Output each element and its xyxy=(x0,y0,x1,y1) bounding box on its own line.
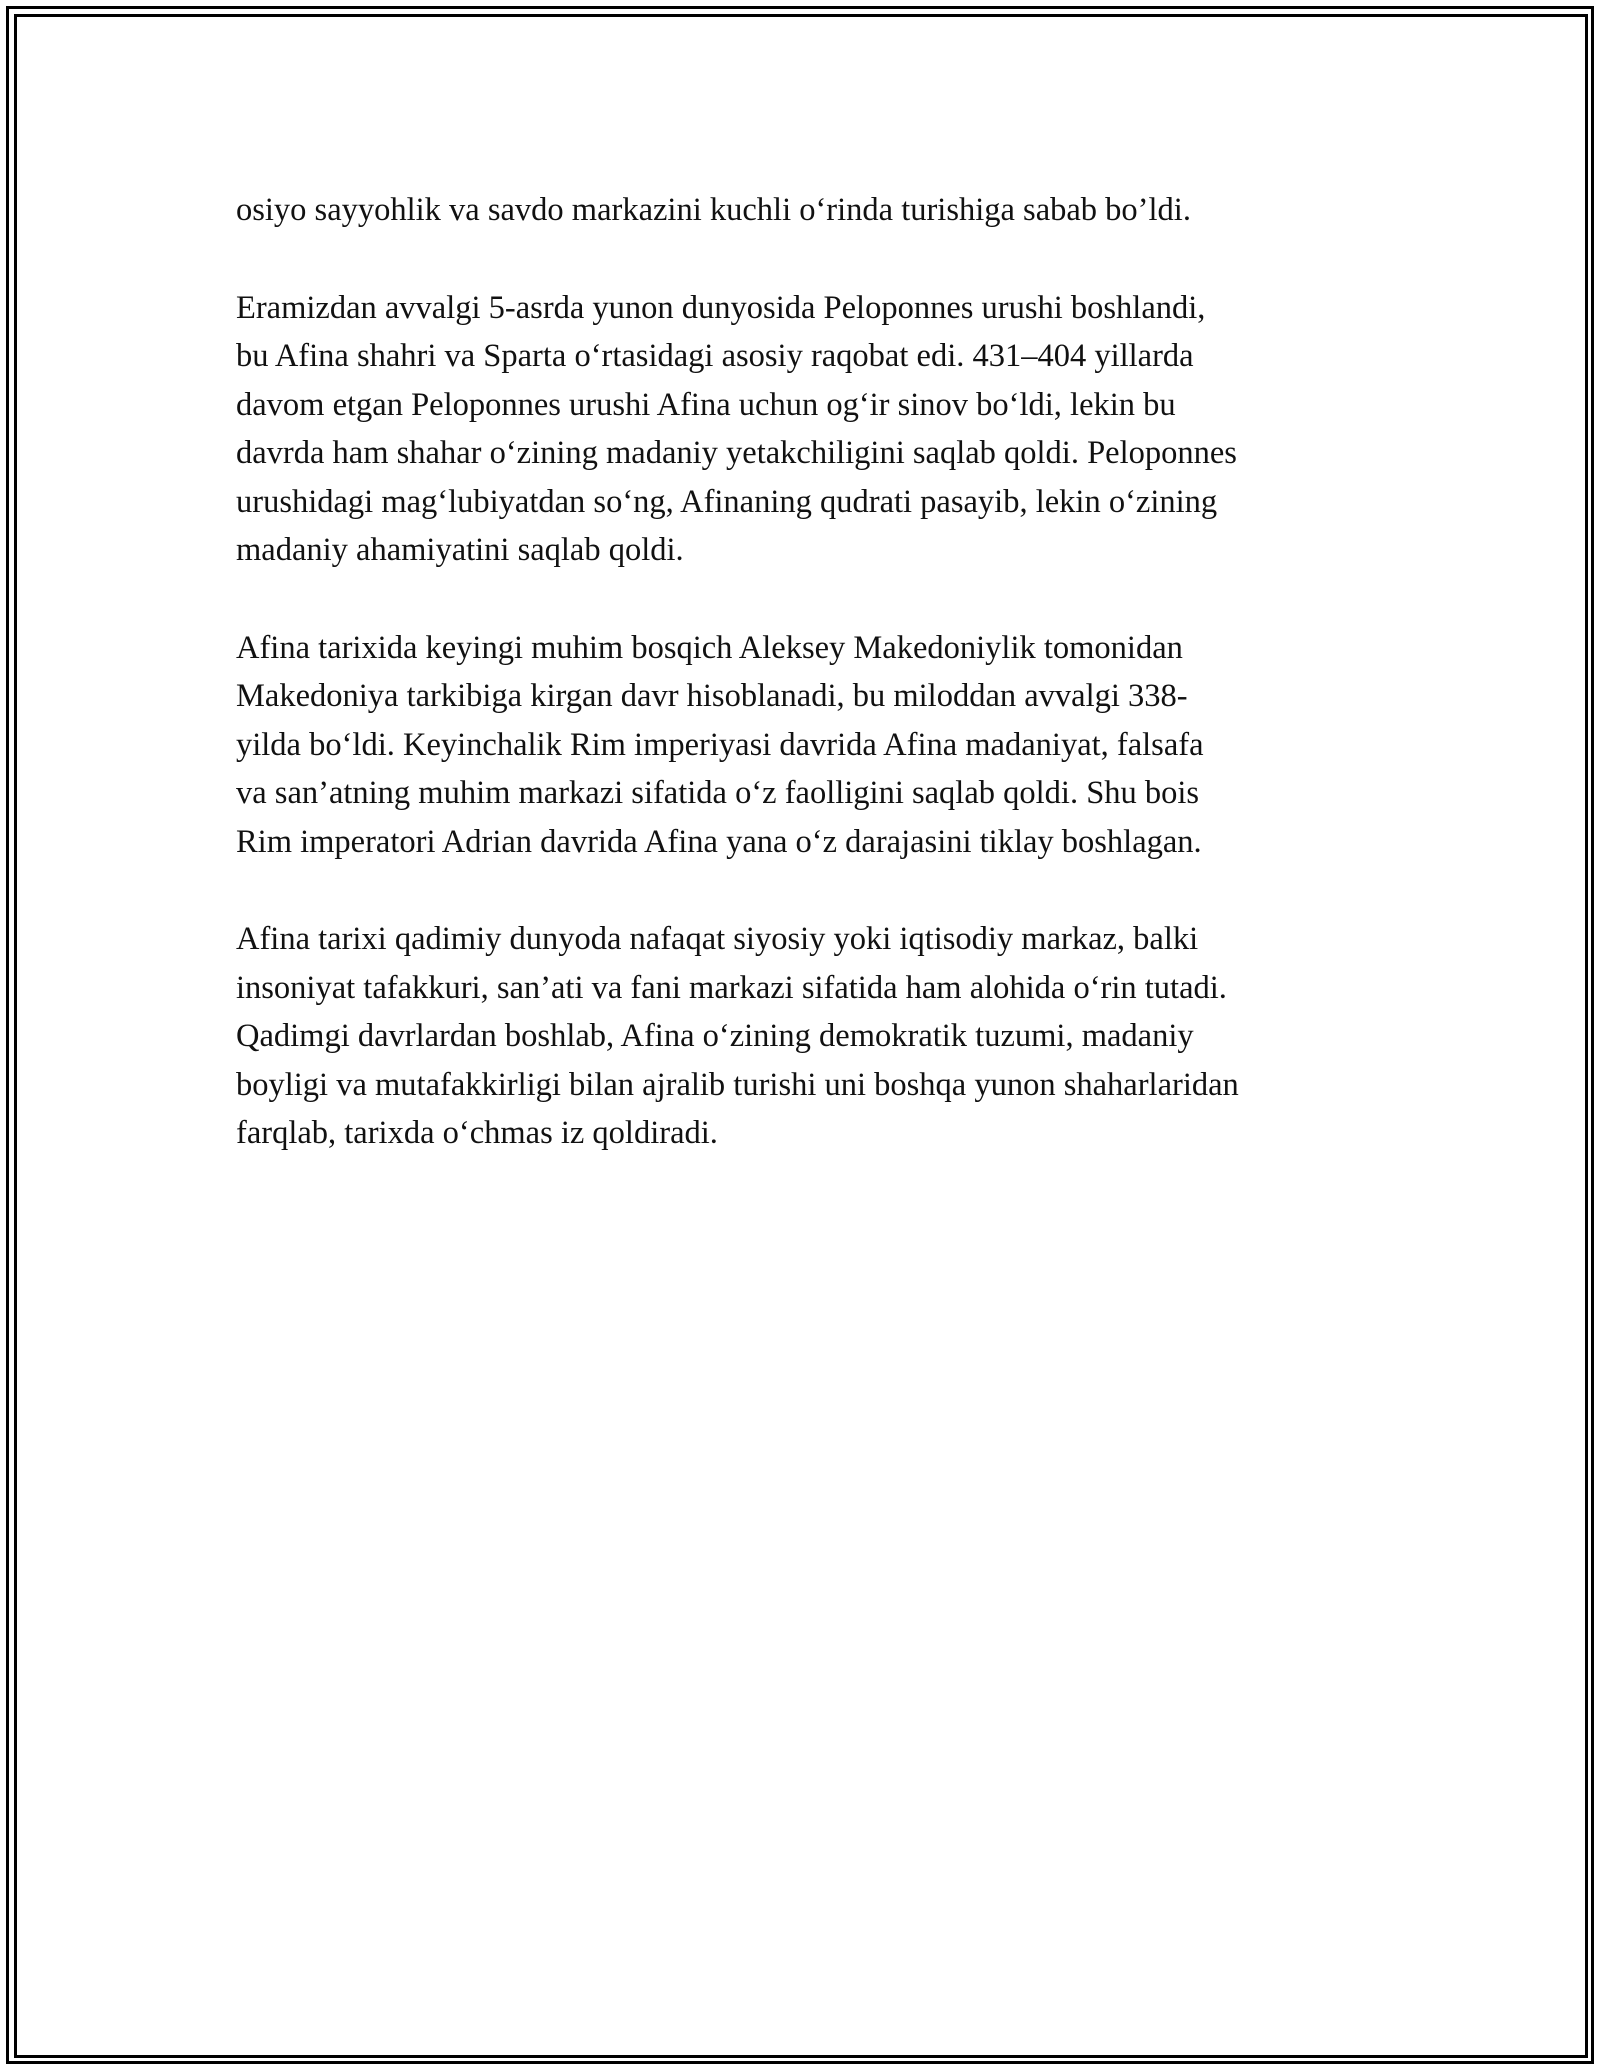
text-line: yilda bo‘ldi. Keyinchalik Rim imperiyasi davrida Afina madaniyat, falsafa xyxy=(236,726,1204,763)
text-line: osiyo sayyohlik va savdo markazini kuchli o‘rinda turishiga sabab bo’ldi. xyxy=(236,192,1191,228)
paragraph xyxy=(236,915,1376,1158)
text-line: Afina tarixi qadimiy dunyoda nafaqat siyosiy yoki iqtisodiy markaz, balki xyxy=(236,921,1199,957)
text-line: farqlab, tarixda o‘chmas iz qoldiradi. xyxy=(236,1115,718,1151)
text-line: bu Afina shahri va Sparta o‘rtasidagi asosiy raqobat edi. 431–404 yillarda xyxy=(236,338,1194,374)
text-line: davrda ham shahar o‘zining madaniy yetakchiligini saqlab qoldi. Peloponnes xyxy=(236,435,1237,471)
text-line: davom etgan Peloponnes urushi Afina uchun og‘ir sinov bo‘ldi, lekin bu xyxy=(236,386,1176,423)
text-line: Eramizdan avvalgi 5-asrda yunon dunyosida Peloponnes urushi boshlandi, xyxy=(236,289,1206,326)
text-line: urushidagi mag‘lubiyatdan so‘ng, Afinaning qudrati pasayib, lekin o‘zining xyxy=(236,483,1218,520)
document-body xyxy=(236,186,1376,1207)
text-line: insoniyat tafakkuri, san’ati va fani markazi sifatida ham alohida o‘rin tutadi. xyxy=(236,969,1227,1006)
paragraph xyxy=(236,284,1376,575)
paragraph xyxy=(236,624,1376,867)
text-line: Afina tarixida keyingi muhim bosqich Aleksey Makedoniylik tomonidan xyxy=(236,629,1183,666)
text-line: Qadimgi davrlardan boshlab, Afina o‘zining demokratik tuzumi, madaniy xyxy=(236,1018,1194,1054)
text-line: Rim imperatori Adrian davrida Afina yana o‘z darajasini tiklay boshlagan. xyxy=(236,823,1202,860)
text-line: boyligi va mutafakkirligi bilan ajralib turishi uni boshqa yunon shaharlaridan xyxy=(236,1066,1239,1103)
text-line: madaniy ahamiyatini saqlab qoldi. xyxy=(236,532,684,568)
text-line: Makedoniya tarkibiga kirgan davr hisoblanadi, bu miloddan avvalgi 338- xyxy=(236,678,1188,714)
paragraph xyxy=(236,186,1376,235)
text-line: va san’atning muhim markazi sifatida o‘z faolligini saqlab qoldi. Shu bois xyxy=(236,775,1200,811)
